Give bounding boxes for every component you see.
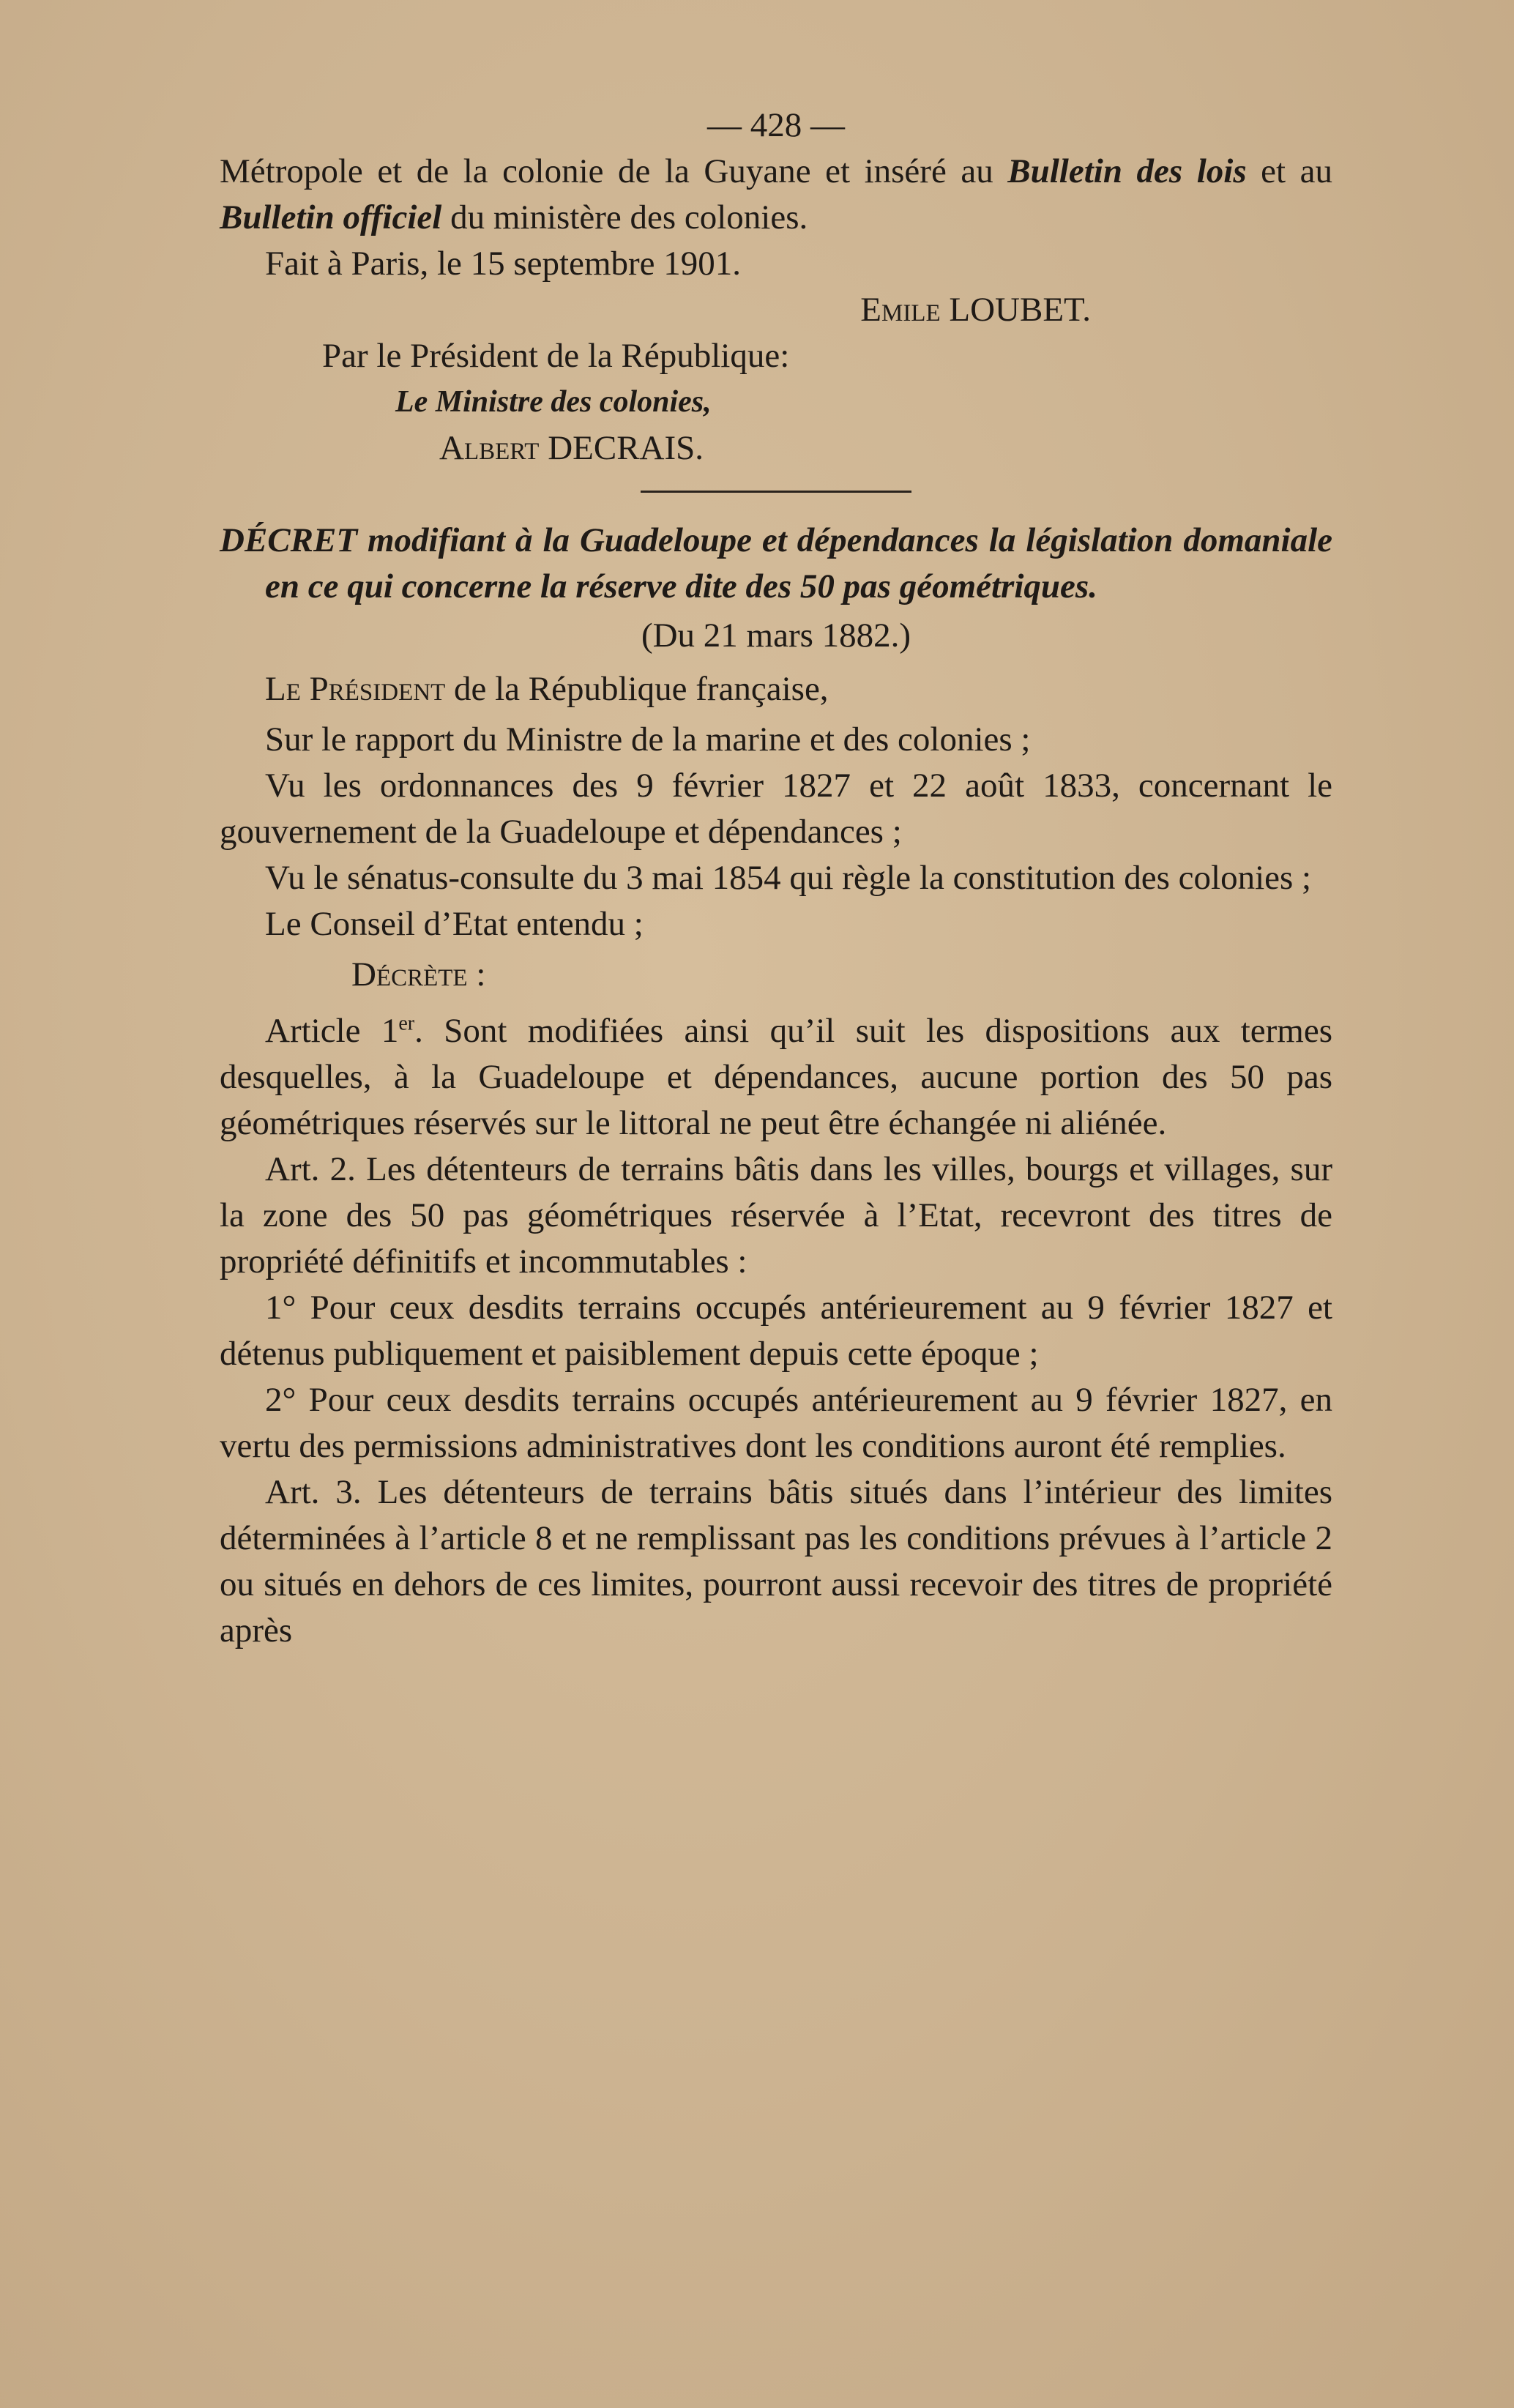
- intro-text-c: et au: [1246, 152, 1333, 190]
- intro-text-a: Métropole et de la colonie de la Guyane et inséré au: [220, 152, 1008, 190]
- president-signature: Emile LOUBET.: [860, 291, 1091, 329]
- article-2-item-2: 2° Pour ceux desdits terrains occupés antérieurement au 9 février 1827, en vertu des permissions administratives dont les conditions auront été remplies.: [220, 1381, 1332, 1465]
- ministre-name: Albert DECRAIS.: [439, 429, 704, 467]
- preamble-ordonnances: Vu les ordonnances des 9 février 1827 et 22 août 1833, concernant le gouvernement de la Guadeloupe et dépendances ;: [220, 767, 1332, 851]
- ministre-title: Le Ministre des colonies,: [395, 385, 712, 419]
- preamble-rapport: Sur le rapport du Ministre de la marine et des colonies ;: [265, 720, 1031, 758]
- bulletin-officiel: Bulletin officiel: [220, 198, 442, 236]
- fait-a-paris: Fait à Paris, le 15 septembre 1901.: [265, 245, 742, 283]
- president-label: Le Président: [265, 670, 446, 708]
- par-le-president: Par le Président de la République:: [322, 337, 790, 375]
- article-1: [220, 1008, 1332, 1147]
- section-divider: [641, 491, 911, 493]
- decree-title: DÉCRET modifiant à la Guadeloupe et dépendances la législation domaniale en ce qui concerne la réserve dite des 50 pas géométriques.: [220, 521, 1332, 605]
- decrete-heading: Décrète :: [351, 955, 486, 994]
- article-3: Art. 3. Les détenteurs de terrains bâtis situés dans l’intérieur des limites déterminées à l’article 8 et ne remplissant pas les conditions prévues à l’article 2 ou situés en dehors de ces limites, pourront aussi recevoir des titres de propriété après: [220, 1473, 1332, 1650]
- preamble-conseil: Le Conseil d’Etat entendu ;: [265, 905, 644, 943]
- president-rest: de la République française,: [445, 670, 829, 708]
- preamble-senatus-consulte: Vu le sénatus-consulte du 3 mai 1854 qui règle la constitution des colonies ;: [265, 859, 1312, 897]
- article-2: Art. 2. Les détenteurs de terrains bâtis dans les villes, bourgs et villages, sur la zone des 50 pas géométriques réservée à l’Etat, recevront des titres de propriété définitifs et incommutables :: [220, 1150, 1332, 1281]
- article-1-text: . Sont modifiées ainsi qu’il suit les dispositions aux termes desquelles, à la Guadeloupe et dépendances, aucune portion des 50 pas géométriques réservés sur le littoral ne peut être échangée ni aliénée.: [220, 1012, 1332, 1142]
- bulletin-des-lois: Bulletin des lois: [1007, 152, 1247, 190]
- intro-text-e: du ministère des colonies.: [441, 198, 808, 236]
- decree-date: (Du 21 mars 1882.): [641, 616, 911, 655]
- article-2-item-1: 1° Pour ceux desdits terrains occupés antérieurement au 9 février 1827 et détenus publiquement et paisiblement depuis cette époque ;: [220, 1289, 1332, 1373]
- page-text: [220, 102, 1332, 1654]
- page-number: — 428 —: [707, 106, 845, 144]
- preamble-president: [220, 666, 1332, 712]
- article-1-label: Article 1: [265, 1012, 399, 1050]
- intro-paragraph: [220, 149, 1332, 241]
- article-1-sup: er: [398, 1012, 415, 1035]
